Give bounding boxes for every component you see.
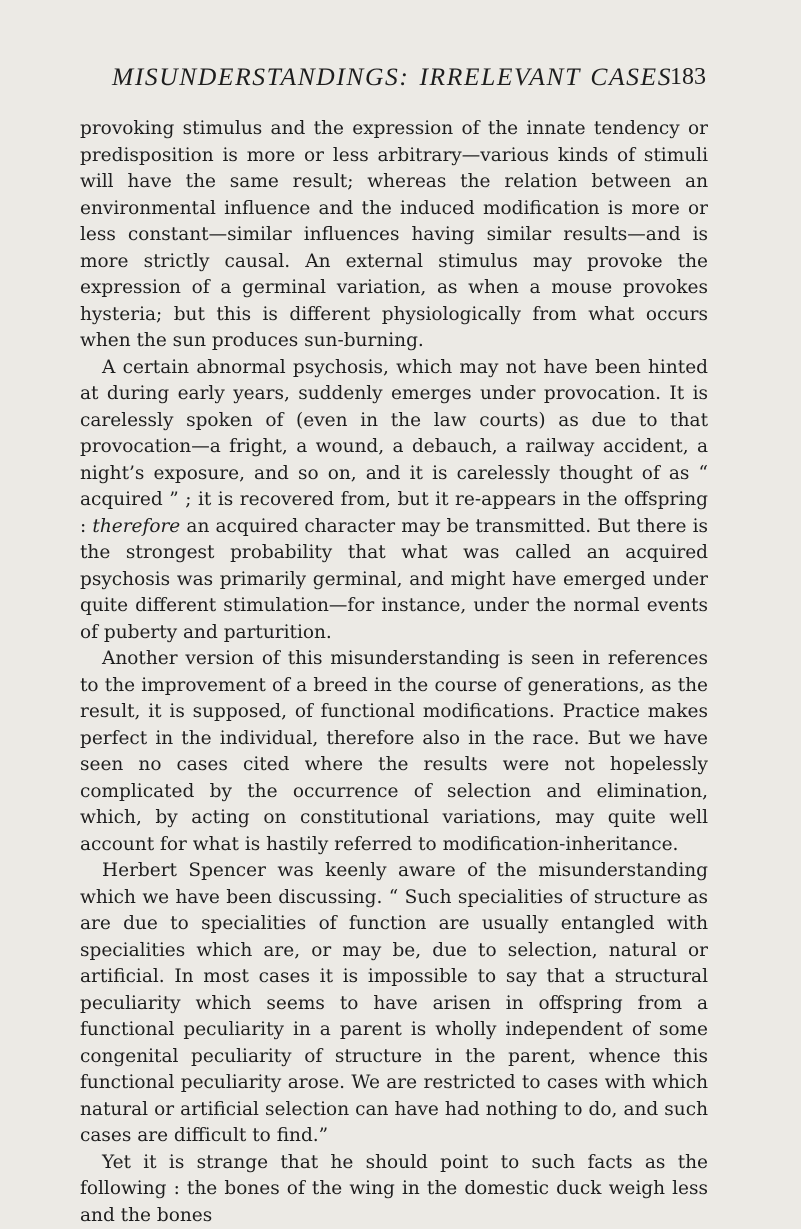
paragraph-2 xyxy=(80,355,708,647)
paragraph-4: Herbert Spencer was keenly aware of the misunderstanding which we have been discussing. “ Such specialities of structure as are due to specialities of function are usually entangled with specialities which are, or may be, due to selection, natural or artificial. In most cases it is impossible to say that a structural peculiarity which seems to have arisen in offspring from a functional peculiarity in a parent is wholly independent of some congenital peculiarity of structure in the parent, whence this functional peculiarity arose. We are restricted to cases with which natural or artificial selection can have had nothing to do, and such cases are difficult to find.” xyxy=(80,858,708,1150)
body-text xyxy=(80,116,708,1229)
page-number: 183 xyxy=(670,64,706,91)
paragraph-2-part-a: A certain abnormal psychosis, which may not have been hinted at during early years, suddenly emerges under provocation. It is carelessly spoken of (even in the law courts) as due to that provocation—a fright, a wound, a debauch, a railway accident, a night’s exposure, and so on, and it is carelessly thought of as “ acquired ” ; it is recovered from, but it re-appears in the offspring : xyxy=(80,357,708,537)
page-header xyxy=(112,62,708,102)
paragraph-3: Another version of this misunderstanding is seen in references to the improvement of a breed in the course of generations, as the result, it is supposed, of functional modifications. Practice makes perfect in the individual, therefore also in the race. But we have seen no cases cited where the results were not hopelessly complicated by the occurrence of selection and elimination, which, by acting on constitutional variations, may quite well account for what is hastily referred to modification-inheritance. xyxy=(80,646,708,858)
paragraph-1: provoking stimulus and the expression of the innate tendency or predisposition is more or less arbitrary—various kinds of stimuli will have the same result; whereas the relation between an environmental influence and the induced modification is more or less constant—similar influences having similar results—and is more strictly causal. An external stimulus may provoke the expression of a germinal variation, as when a mouse provokes hysteria; but this is different physiologically from what occurs when the sun produces sun-burning. xyxy=(80,116,708,355)
paragraph-2-part-b: an acquired character may be transmitted. But there is the strongest probability that what was called an acquired psychosis was primarily germinal, and might have emerged under quite different stimulation—for instance, under the normal events of puberty and parturition. xyxy=(80,516,708,643)
running-head: MISUNDERSTANDINGS: IRRELEVANT CASES xyxy=(112,62,672,92)
paragraph-2-italic: therefore xyxy=(92,516,180,537)
paragraph-5: Yet it is strange that he should point to such facts as the following : the bones of the wing in the domestic duck weigh less and the bones xyxy=(80,1150,708,1229)
